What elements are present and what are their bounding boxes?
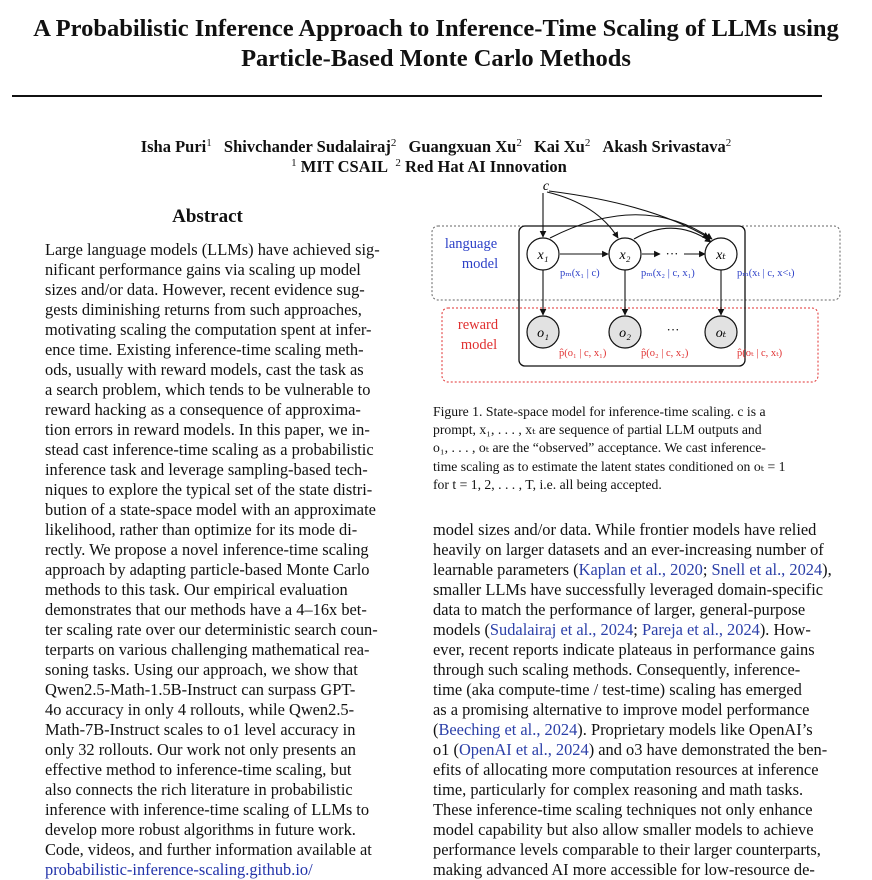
abstract-body: Large language models (LLMs) have achieved sig- nificant performance gains via scaling up model sizes and/or data. However, recent evidence sug- gests diminishing returns from such approaches, motivating scaling the computation spent at infer- ence time. Existing inference-time scaling meth- ods, usually with reward models, cast the task as a search problem, which tends to be vulnerable to reward hacking as a consequence of approxima- tion errors in reward models. In this paper, we in- stead cast inference-time scaling as a probabilistic inference task and leverage sampling-based tech- niques to explore the typical set of the state distri- bution of a state-space model with an approximate likelihood, rather than optimize for its mode di- rectly. We propose a novel inference-time scaling approach by adapting particle-based Monte Carlo methods to this task. Our empirical evaluation demonstrates that our methods have a 4–16x bet- ter scaling rate over our deterministic search coun- terparts on various challenging mathematical rea- soning tasks. Using our approach, we show that Qwen2.5-Math-1.5B-Instruct can surpass GPT- 4o accuracy in only 4 rollouts, while Qwen2.5- Math-7B-Instruct scales to o1 level accuracy in only 32 rollouts. Our work not only presents an effective method to inference-time scaling, but also connects the rich literature in probabilistic inference with inference-time scaling of LLMs to develop more robust algorithms in future work. Code, videos, and further information available at probabilistic-inference-scaling.github.io/: [45, 240, 380, 879]
author: Shivchander Sudalairaj$^2$: [223, 137, 397, 156]
pr-label-1: p̂(o₁ | c, x₁): [559, 348, 607, 359]
citation-link[interactable]: Pareja et al., 2024: [641, 620, 760, 639]
author: Isha Puri$^1$: [140, 137, 212, 156]
node-o2-label: o₂: [619, 326, 631, 341]
rw-label-1: reward: [457, 317, 499, 333]
x-dots: ···: [665, 246, 679, 261]
rw-label-2: model: [460, 337, 498, 353]
citation-link[interactable]: Snell et al., 2024: [711, 560, 823, 579]
intro-body: model sizes and/or data. While frontier models have relied heavily on larger datasets and an ever-increasing number of learnable parameters (Kaplan et al., 2020; Snell et al., 2024), smaller LLMs have successfully leveraged domain-specific data to match the performance of larger, general-purpose models (Sudalairaj et al., 2024; Pareja et al., 2024). How- ever, recent reports indicate plateaus in performance gains through such scaling methods. Consequently, inference- time (aka compute-time / test-time) scaling has emerged as a promising alternative to improve model performance (Beeching et al., 2024). Proprietary models like OpenAI’s o1 (OpenAI et al., 2024) and o3 have demonstrated the ben- efits of allocating more computation resources at inference time, particularly for complex reasoning and math tasks. These inference-time scaling techniques not only enhance model capability but also allow smaller models to achieve performance levels comparable to their larger counterparts, making advanced AI more accessible for low-resource de-: [433, 520, 832, 879]
affiliation: Red Hat AI Innovation: [405, 157, 567, 176]
title-rule: [12, 95, 822, 97]
project-link[interactable]: probabilistic-inference-scaling.github.io/: [45, 860, 313, 879]
node-oT-label: oₜ: [715, 326, 727, 341]
author: Guangxuan Xu$^2$: [408, 137, 522, 156]
pr-label-2: p̂(o₂ | c, x₂): [641, 348, 689, 359]
pr-label-T: p̂(oₜ | c, xₜ): [737, 348, 783, 359]
pm-label-2: pₘ(x₂ | c, x₁): [641, 268, 695, 279]
lm-label-1: language: [444, 236, 498, 252]
citation-link[interactable]: Beeching et al., 2024: [438, 720, 578, 739]
figure-caption: Figure 1. State-space model for inference-time scaling. c is a prompt, x₁, . . . , xₜ are sequence of partial LLM outputs and o₁, . . . , oₜ are the “observed” acceptance. We cast inference- time scaling as to estimate the latent states conditioned on oₜ = 1 for t = 1, 2, . . . , T, i.e. all being accepted.: [433, 404, 786, 492]
node-x2-label: x₂: [619, 248, 631, 263]
citation-link[interactable]: Sudalairaj et al., 2024: [489, 620, 634, 639]
title-line-2: Particle-Based Monte Carlo Methods: [241, 45, 631, 72]
node-x1-label: x₁: [537, 248, 549, 263]
paper-title: [0, 14, 872, 74]
lm-label-2: model: [461, 256, 499, 272]
citation-link[interactable]: Kaplan et al., 2020: [578, 560, 703, 579]
author: Akash Srivastava$^2$: [602, 137, 732, 156]
node-o1-label: o₁: [537, 326, 549, 341]
pm-label-T: pₘ(xₜ | c, x<ₜ): [737, 268, 795, 279]
o-dots: ···: [666, 322, 680, 337]
pm-label-1: pₘ(x₁ | c): [560, 268, 600, 279]
affiliation-list: $^1$ MIT CSAIL $^2$ Red Hat AI Innovation: [291, 157, 567, 176]
citation-link[interactable]: OpenAI et al., 2024: [458, 740, 589, 759]
title-line-1: A Probabilistic Inference Approach to Inference-Time Scaling of LLMs using: [33, 15, 839, 42]
state-space-diagram: [422, 176, 852, 391]
abstract-heading: Abstract: [172, 206, 243, 227]
prompt-node-c: c: [542, 179, 550, 194]
node-xT-label: xₜ: [716, 248, 726, 263]
affiliation: MIT CSAIL: [300, 157, 388, 176]
author: Kai Xu$^2$: [533, 137, 591, 156]
